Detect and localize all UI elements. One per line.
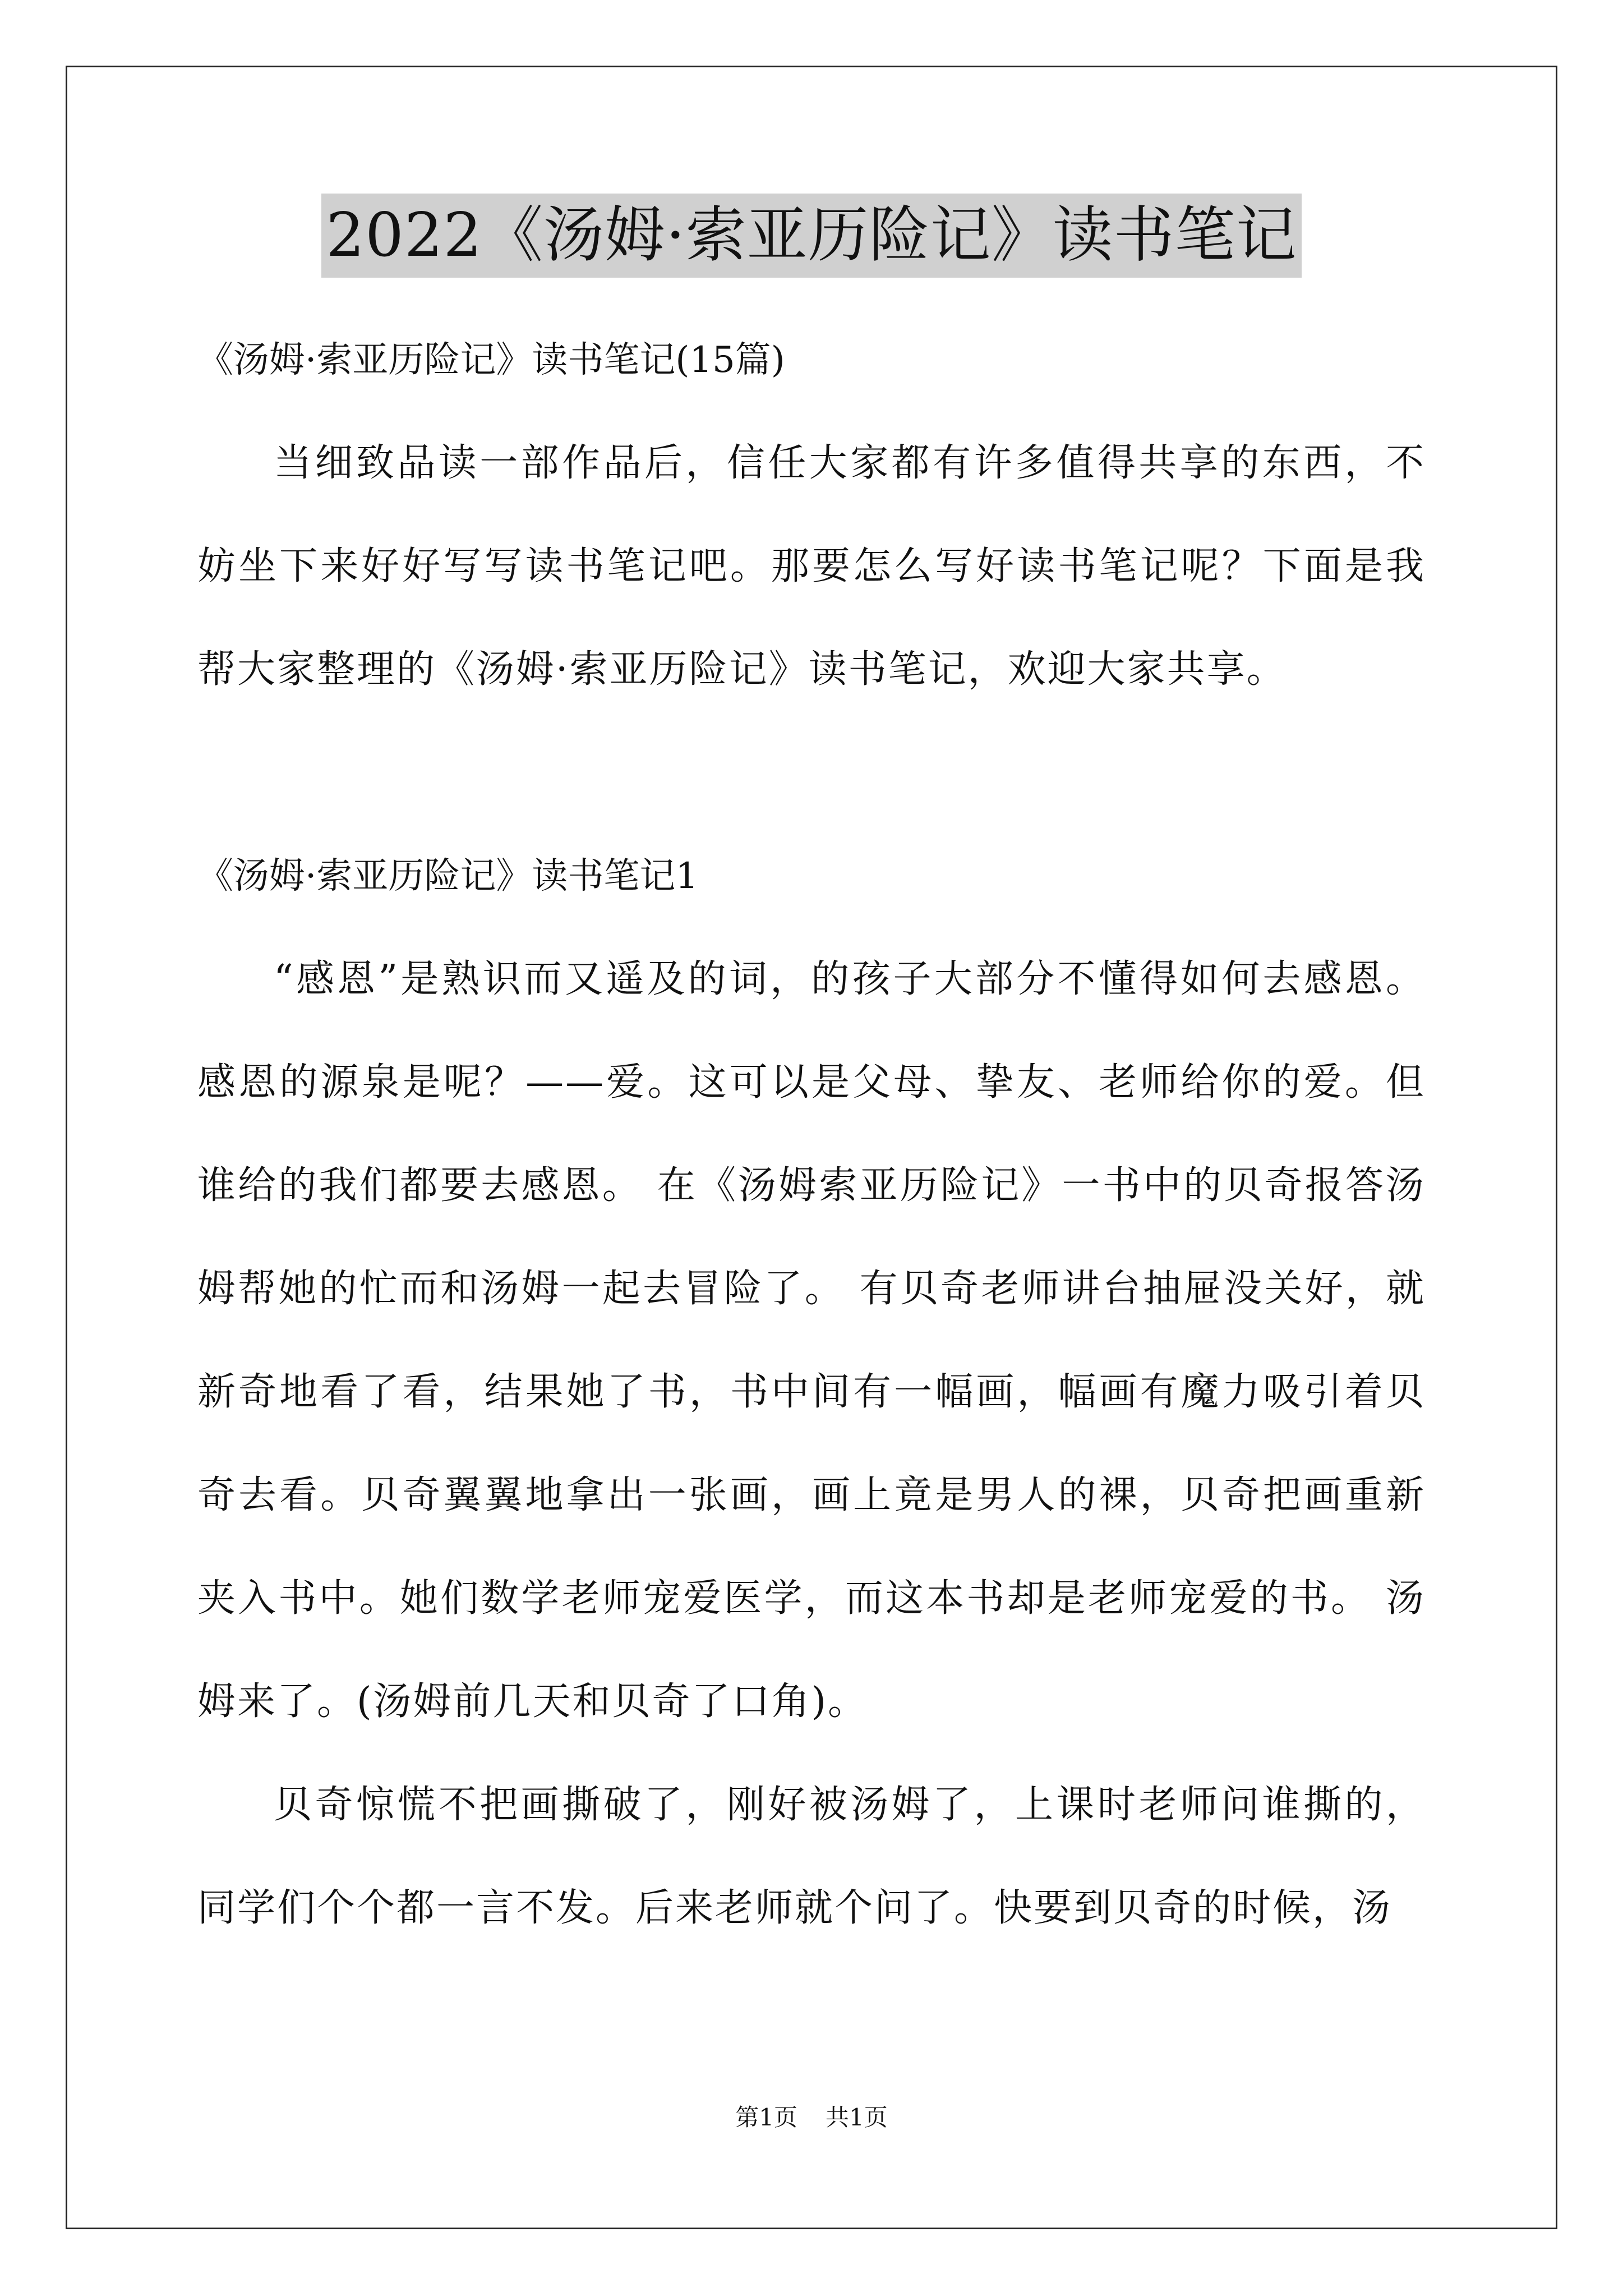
title-container [0, 194, 1623, 278]
document-subtitle: 《汤姆·索亚历险记》读书笔记(15篇) [197, 339, 785, 381]
document-body [197, 309, 1426, 1960]
section-spacer [197, 721, 1426, 825]
page-number: 第1页 [735, 2104, 797, 2131]
intro-paragraph: 当细致品读一部作品后，信任大家都有许多值得共享的东西，不妨坐下来好好写写读书笔记吧。那要怎么写好读书笔记呢？下面是我帮大家整理的《汤姆·索亚历险记》读书笔记，欢迎大家共享。 [197, 441, 1426, 692]
body-paragraph: “感恩”是熟识而又遥及的词，的孩子大部分不懂得如何去感恩。感恩的源泉是呢？——爱。这可以是父母、挚友、老师给你的爱。但谁给的我们都要去感恩。 在《汤姆索亚历险记》一书中的贝奇报答汤姆帮她的忙而和汤姆一起去冒险了。 有贝奇老师讲台抽屉没关好，就新奇地看了看，结果她了书，书中间有一幅画，幅画有魔力吸引着贝奇去看。贝奇翼翼地拿出一张画，画上竟是男人的裸，贝奇把画重新夹入书中。她们数学老师宠爱医学，而这本书却是老师宠爱的书。 汤姆来了。(汤姆前几天和贝奇了口角)。 [197, 957, 1426, 1724]
section-heading: 《汤姆·索亚历险记》读书笔记1 [197, 855, 699, 897]
body-paragraph: 贝奇惊慌不把画撕破了，刚好被汤姆了，上课时老师问谁撕的，同学们个个都一言不发。后来老师就个问了。快要到贝奇的时候，汤 [197, 1783, 1426, 1930]
document-title: 2022《汤姆·索亚历险记》读书笔记 [321, 194, 1301, 278]
page-total: 共1页 [826, 2104, 888, 2131]
page-footer [0, 2101, 1623, 2134]
